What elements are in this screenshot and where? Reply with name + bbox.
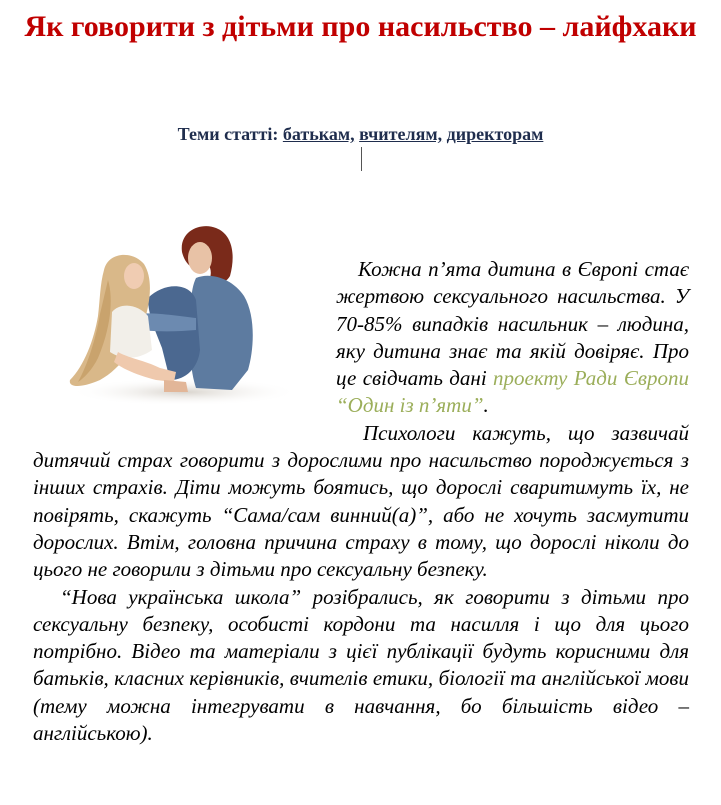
article-topics [0,121,721,147]
paragraph-psychologists: Психологи кажуть, що зазвичай дитячий страх говорити з дорослими про насильство породжується з інших страхів. Діти можуть боятись, що дорослі сваритимуть їх, не повірять, скажуть “Сама/сам винний(а)”, або не хочуть засмутити дорослих. Втім, головна причина страху в тому, що дорослі ніколи до цього не говорили з дітьми про сексуальну безпеку. [33,420,689,582]
topics-label: Теми статті: [177,124,279,144]
paragraph-nus: “Нова українська школа” розібрались, як говорити з дітьми про сексуальну безпеку, особисті кордони та насилля і що для цього потрібно. Відео та матеріали з цієї публікації будуть корисними для батьків, класних керівників, вчителів етики, біології та англійської мови (тему можна інтегрувати в навчання, бо більшість відео – англійською). [33,584,689,746]
article-body [33,256,689,747]
council-of-europe-link[interactable]: проекту Ради Європи “Один із п’яти” [336,366,689,418]
paragraph-intro-end: . [483,393,489,418]
text-cursor [361,147,362,171]
topic-link-directors[interactable]: директорам [446,124,544,144]
topic-link-teachers[interactable]: вчителям, [359,124,443,144]
article-title: Як говорити з дітьми про насильство – лайфхаки [24,10,697,43]
image-float-spacer [33,256,336,420]
topic-link-parents[interactable]: батькам, [282,124,355,144]
paragraph-intro-text: Кожна п’ята дитина в Європі стає жертвою сексуального насильства. У 70-85% випадків насильник – людина, яку дитина знає та якій довіряє. Про це свідчать дані [336,257,689,391]
